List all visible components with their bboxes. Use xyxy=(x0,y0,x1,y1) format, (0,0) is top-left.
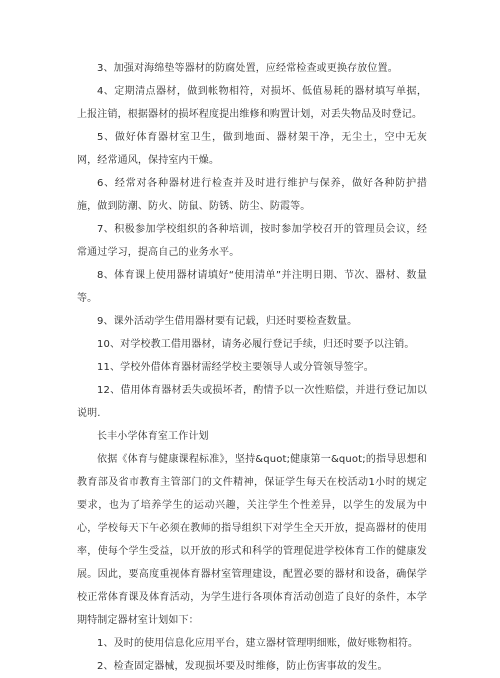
rule-paragraph-5: 5、做好体育器材室卫生，做到地面、器材架干净，无尘土，空中无灰网，经常通风，保持室内干燥。 xyxy=(77,132,427,166)
rule-paragraph-8: 8、体育课上使用器材请填好“使用清单”并注明日期、节次、器材、数量等。 xyxy=(77,270,427,304)
rule-paragraph-7: 7、积极参加学校组织的各种培训，按时参加学校召开的管理员会议，经常通过学习，提高自己的业务水平。 xyxy=(77,224,427,258)
rule-paragraph-4: 4、定期清点器材，做到帐物相符，对损坏、低值易耗的器材填写单据，上报注销，根据器材的损坏程度提出维修和购置计划，对丢失物品及时登记。 xyxy=(77,86,427,120)
rule-paragraph-9: 9、课外活动学生借用器材要有记载，归还时要检查数量。 xyxy=(97,316,358,327)
rule-paragraph-3: 3、加强对海绵垫等器材的防腐处置，应经常检查或更换存放位置。 xyxy=(97,63,398,74)
rule-paragraph-12: 12、借用体育器材丢失或损坏者，酌情予以一次性赔偿，并进行登记加以说明. xyxy=(77,385,427,419)
plan-item-1: 1、及时的使用信息化应用平台，建立器材管理明细账，做好账物相符。 xyxy=(97,638,419,649)
document-body xyxy=(77,57,427,678)
rule-paragraph-10: 10、对学校教工借用器材，请务必履行登记手续，归还时要予以注销。 xyxy=(97,339,415,350)
section-title: 长丰小学体育室工作计划 xyxy=(97,431,209,442)
rule-paragraph-11: 11、学校外借体育器材需经学校主要领导人或分管领导签字。 xyxy=(97,362,374,373)
rule-paragraph-6: 6、经常对各种器材进行检查并及时进行维护与保养，做好各种防护措施，做到防潮、防火、防鼠、防锈、防尘、防霞等。 xyxy=(77,178,427,212)
plan-item-2: 2、检查固定器械，发现损坏要及时维修，防止伤害事故的发生。 xyxy=(97,661,388,672)
plan-intro-paragraph: 依据《体育与健康课程标准》，坚持&quot;健康第一&quot;的指导思想和教育部及省市教育主管部门的文件精神，保证学生每天在校活动1小时的规定要求，也为了培养学生的运动兴趣，关注学生个性差异，以学生的发展为中心，学校每天下午必须在教师的指导组织下对学生全天开放，提高器材的使用率，使每个学生受益，以开放的形式和科学的管理促进学校体育工作的健康发展。因此，要高度重视体育器材室管理建设，配置必要的器材和设备，确保学校正常体育课及体育活动，为学生进行各项体育活动创造了良好的条件，本学期特制定器材室计划如下： xyxy=(77,454,427,626)
